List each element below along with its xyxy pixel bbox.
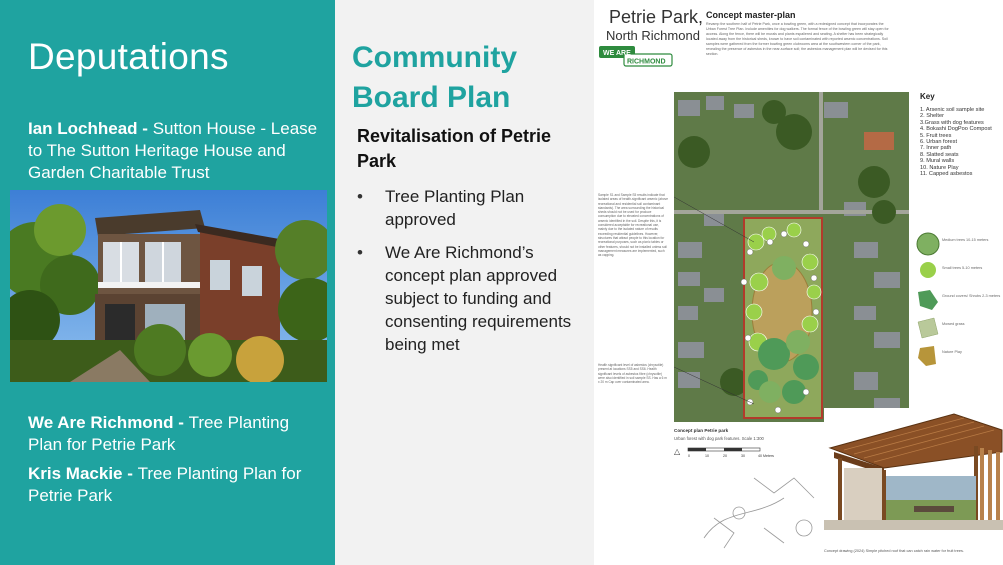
legend-label: Ground covers/ Shrubs 2-3 meters (942, 294, 1001, 298)
key-item: 1. Arsenic soil sample site (920, 107, 985, 113)
nature-play-swatch (916, 344, 940, 368)
scale-tick: 10 (705, 454, 709, 458)
key-item: 11. Capped asbestos (920, 171, 973, 178)
plan-caption-subtitle: Urban forest with dog park features. Scale 1:300 (674, 436, 764, 441)
deputation-entry: We Are Richmond - Tree Planting Plan for Petrie Park (28, 413, 290, 454)
key-item: 3.Grass with dog features (920, 119, 984, 126)
sutton-house-photo (10, 190, 327, 382)
legend-item (916, 232, 1002, 260)
key-item: 6. Urban forest (920, 139, 957, 146)
key-item: 4. Bokashi DogPoo Compost (920, 126, 992, 133)
legend-label: Mowed grass (942, 322, 965, 326)
legend-label: Nature Play (942, 350, 962, 354)
deputations-panel (0, 0, 335, 565)
park-name: Petrie Park, (609, 7, 704, 27)
concept-master-plan-title: Concept master-plan (706, 10, 796, 20)
key-item: 7. Inner path (920, 145, 952, 152)
legend-item (916, 344, 1002, 372)
bullet-list (355, 185, 590, 366)
key-item: 9. Mural walls (920, 158, 955, 165)
we-are-richmond-logo (598, 44, 674, 73)
logo-line1: WE ARE (603, 50, 631, 57)
arsenic-note: Sample S1 and Sample S5 results indicate that isolated areas of health-significant arsenic (above recreational and residential soil contaminant standards). The area surrounding the historical sheds should not be used for produce consumption due to elevated concentrations of arsenic identified in the soil. Despite this, it is considered acceptable for recreational use, mainly due to the isolated nature of results exceeding residential guidelines. However, structures that attract people to this location for recreational purposes, such as picnic tables or other features, should not be installed unless soil management measures are implemented, such as capping. (598, 193, 668, 258)
deputations-title: Deputations (28, 36, 229, 77)
ground-cover-swatch (916, 288, 940, 312)
key-item: 5. Fruit trees (920, 132, 952, 139)
community-board-subtitle: Revitalisation of Petrie Park (357, 126, 552, 171)
mowed-grass-swatch (916, 316, 940, 340)
legend-label: Small trees 5-10 meters (942, 266, 983, 270)
north-arrow-icon: △ (674, 447, 681, 456)
key-list (920, 107, 1002, 177)
scale-tick: 30 (741, 454, 745, 458)
small-tree-swatch (916, 260, 940, 284)
deputation-name: Ian Lochhead (28, 119, 138, 138)
key-item: 10. Nature Play (920, 164, 959, 171)
deputation-topic: Tree Planting Plan for Petrie Park (28, 464, 302, 505)
community-board-panel (335, 0, 594, 565)
deputation-topic: Sutton House - Lease to The Sutton Heritage House and Garden Charitable Trust (28, 119, 318, 182)
asbestos-note: Health significant level of asbestos (chrysotile) present at locations SS5 and SS6. Health significant levels of asbestos fibre (chrysotile) were also identified in soil sample SS. Has a 6 m x 20 m Cap over contaminated area. (598, 363, 667, 385)
key-item: 2. Shelter (920, 113, 944, 120)
park-suburb: North Richmond (606, 28, 700, 43)
deputation-name: Kris Mackie (28, 464, 123, 483)
shelter-caption: Concept drawing (2024) Simple pitched roof that can catch rain water for fruit trees. (824, 549, 964, 553)
shelter-concept-drawing (824, 408, 1003, 530)
plan-legend (916, 232, 1002, 372)
deputation-entry: Kris Mackie - Tree Planting Plan for Petrie Park (28, 464, 302, 505)
aerial-site-plan (674, 92, 909, 422)
scale-tick: 40 Meters (758, 454, 774, 458)
bullet-item: • Tree Planting Plan approved (355, 185, 590, 231)
legend-item (916, 288, 1002, 316)
site-sketch-drawing (694, 458, 824, 558)
concept-plan-panel (594, 0, 1003, 565)
deputation-entry: Ian Lochhead - Sutton House - Lease to The Sutton Heritage House and Garden Charitable Trust (28, 119, 318, 182)
key-item: 8. Slatted seats (920, 151, 959, 158)
scale-tick: 20 (723, 454, 727, 458)
bullet-item: • We Are Richmond’s concept plan approved subject to funding and consenting requirements being met (355, 241, 590, 356)
medium-tree-swatch (916, 232, 940, 256)
deputation-topic: Tree Planting Plan for Petrie Park (28, 413, 290, 454)
logo-line2: RICHMOND (627, 58, 666, 66)
plan-caption-title: Concept plan Petrie park (674, 428, 729, 433)
legend-item (916, 316, 1002, 344)
scale-tick: 0 (688, 454, 690, 458)
deputation-name: We Are Richmond (28, 413, 174, 432)
key-title: Key (920, 92, 935, 101)
concept-master-plan-text: Revamp the southern half of Petrie Park, once a bowling green, with a redesigned concept that incorporates the Urban Forest Tree Plan. Include amenities for dog walkers. The formal fence of the bowling green will stay open for access. Along the fence, there will be murals and plants espaliered and seating. A shelter has been strategically located away from the historical sheds, known to have soil contaminated with reported arsenic concentrations. Soil samples were gathered from the former bowling green clubrooms area at the southwestern corner of the park, revealing the presence of asbestos in the near-surface soil; the asbestos management plan will be devised for this section. (706, 22, 889, 56)
community-board-title: Community Board Plan (352, 41, 517, 114)
legend-label: Medium trees 10-15 meters (942, 238, 989, 242)
legend-item (916, 260, 1002, 288)
